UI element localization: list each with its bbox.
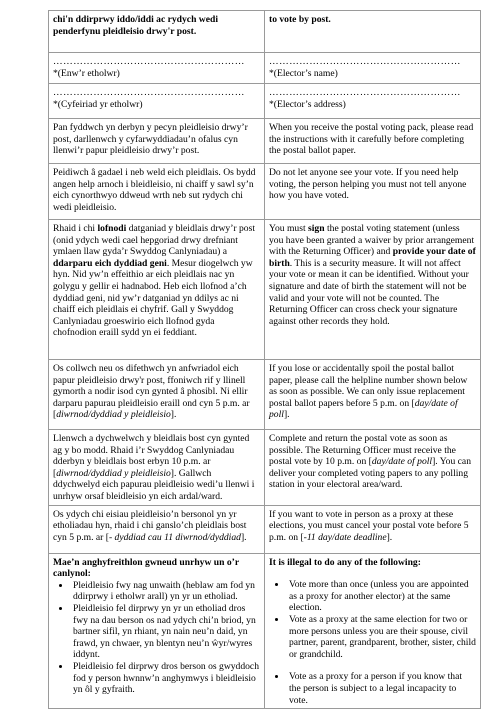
list-item: • Pleidleisio fwy nag unwaith (heblaw am fod yn ddirprwy i etholwr arall) yn yr un etholiad.: [71, 580, 260, 603]
welsh-cell: chi'n ddirprwy iddo/iddi ac rydych wedi penderfynu pleidleisio drwy'r post.: [49, 11, 265, 53]
table-row: [49, 119, 481, 164]
english-cell: to vote by post.: [265, 11, 481, 53]
elector-address-welsh-cell: ………………………………………………… *(Cyfeiriad yr etholwr): [49, 84, 265, 119]
elector-name-welsh-cell: ………………………………………………… *(Enw’r etholwr): [49, 53, 265, 84]
english-illegal-list-cell: It is illegal to do any of the following: • Vote more than once (unless you are appointed as a proxy for another elector) at the same election. • Vote as a proxy at the same election for two or more persons unless you are their spouse, civil partner, parent, grandparent, brother, sister, child or grandchild. • Vote as a proxy for a person if you know that the person is subject to a legal incapacity to vote.: [265, 553, 481, 709]
english-cell: Do not let anyone see your vote. If you need help voting, the person helping you must not tell anyone how you have voted.: [265, 164, 481, 220]
bilingual-instructions-table: [48, 10, 481, 709]
welsh-cell: Llenwch a dychwelwch y bleidlais bost cyn gynted ag y bo modd. Rhaid i’r Swyddog Canlyniadau dderbyn y bleidlais bost erbyn 10 p.m. ar [diwrnod/dyddiad y pleidleisio]. Gallwch ddychwelyd eich papurau pleidleisio wedi’u llenwi i unrhyw orsaf bleidleisio yn eich ardal/ward.: [49, 430, 265, 506]
table-row: [49, 164, 481, 220]
table-row: [49, 553, 481, 709]
bullet-list: [53, 580, 260, 696]
english-cell: Complete and return the postal vote as soon as possible. The Returning Officer must receive the postal vote by 10 p.m. on [day/date of poll]. You can deliver your completed voting papers to any polling station in your electoral area/ward.: [265, 430, 481, 506]
welsh-cell: Peidiwch â gadael i neb weld eich pleidlais. Os bydd angen help arnoch i bleidleisio, ni chaiff y sawl sy’n eich cynorthwyo ddweud wrth neb sut rydych chi wedi pleidleisio.: [49, 164, 265, 220]
table-row: [49, 220, 481, 360]
elector-address-english-cell: ………………………………………………… *(Elector’s address): [265, 84, 481, 119]
elector-name-english-cell: ………………………………………………… *(Elector’s name): [265, 53, 481, 84]
english-cell: You must sign the postal voting statement (unless you have been granted a waiver by prior arrangement with the Returning Officer) and provide your date of birth. This is a security measure. It will not affect your vote or mean it can be identified. Without your signature and date of birth the statement will not be valid and your vote will not be counted. The Returning Officer can cross check your signature against other records they hold.: [265, 220, 481, 360]
table-row: [49, 84, 481, 119]
table-row: [49, 53, 481, 84]
list-item: • Vote more than once (unless you are appointed as a proxy for another elector) at the same election.: [287, 579, 476, 614]
english-cell: If you want to vote in person as a proxy at these elections, you must cancel your postal vote before 5 p.m. on [-11 day/date deadline].: [265, 505, 481, 553]
list-item: • Pleidleisio fel dirprwy yn yr un etholiad dros fwy na dau berson os nad ydych chi’n briod, yn bartner sifil, yn rhiant, yn nain neu’n daid, yn frawd, yn chwaer, yn blentyn neu’n ŵyr/wyres iddynt.: [71, 603, 260, 661]
welsh-cell: Os collwch neu os difethwch yn anfwriadol eich papur pleidleisio drwy'r post, ffoniwch rif y llinell gymorth a nodir isod cyn gynted â phosibl. Ni ellir darparu papurau pleidleisio eraill ond cyn 5 p.m. ar [diwrnod/dyddiad y pleidleisio].: [49, 360, 265, 430]
bullet-list: [269, 579, 476, 706]
welsh-cell: Os ydych chi eisiau pleidleisio’n bersonol yn yr etholiadau hyn, rhaid i chi ganslo’ch pleidlais bost cyn 5 p.m. ar [- dyddiad cau 11 diwrnod/dyddiad].: [49, 505, 265, 553]
welsh-cell: Rhaid i chi lofnodi datganiad y bleidlais drwy’r post (onid ydych wedi cael hepgoriad drwy drefniant ymlaen llaw gyda’r Swyddog Canlyniadau) a ddarparu eich dyddiad geni. Mesur diogelwch yw hyn. Nid yw’n effeithio ar eich pleidlais nac yn golygu y gellir ei hadnabod. Heb eich llofnod a’ch dyddiad geni, nid yw’r datganiad yn ddilys ac ni chaiff eich pleidlais ei chyfrif. Gall y Swyddog Canlyniadau groeswirio eich llofnod gyda chofnodion eraill sydd yn ei feddiant.: [49, 220, 265, 360]
list-item: • Pleidleisio fel dirprwy dros berson os gwyddoch fod y person hwnnw’n anghymwys i bleidleisio yn ôl y gyfraith.: [71, 661, 260, 696]
list-item: • Vote as a proxy at the same election for two or more persons unless you are their spouse, civil partner, parent, grandparent, brother, sister, child or grandchild.: [287, 614, 476, 660]
table-row: [49, 11, 481, 53]
table-row: [49, 430, 481, 506]
welsh-cell: Pan fyddwch yn derbyn y pecyn pleidleisio drwy’r post, darllenwch y cyfarwyddiadau’n ofalus cyn llenwi’r papur pleidleisio drwy’r post.: [49, 119, 265, 164]
english-cell: If you lose or accidentally spoil the postal ballot paper, please call the helpline number shown below as soon as possible. We can only issue replacement postal ballot papers before 5 p.m. on [day/date of poll].: [265, 360, 481, 430]
welsh-illegal-list-cell: Mae’n anghyfreithlon gwneud unrhyw un o’r canlynol: • Pleidleisio fwy nag unwaith (heblaw am fod yn ddirprwy i etholwr arall) yn yr un etholiad. • Pleidleisio fel dirprwy yn yr un etholiad dros fwy na dau berson os nad ydych chi’n briod, yn bartner sifil, yn rhiant, yn nain neu’n daid, yn frawd, yn chwaer, yn blentyn neu’n ŵyr/wyres iddynt. • Pleidleisio fel dirprwy dros berson os gwyddoch fod y person hwnnw’n anghymwys i bleidleisio yn ôl y gyfraith.: [49, 553, 265, 709]
list-item: • Vote as a proxy for a person if you know that the person is subject to a legal incapacity to vote.: [287, 671, 476, 706]
table-row: [49, 505, 481, 553]
table-row: [49, 360, 481, 430]
english-cell: When you receive the postal voting pack, please read the instructions with it carefully before completing the postal ballot paper.: [265, 119, 481, 164]
